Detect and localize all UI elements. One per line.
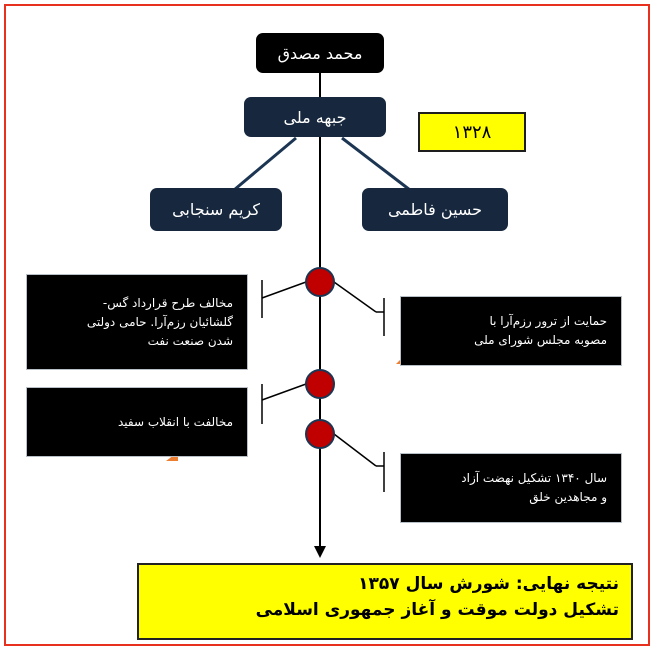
note-left-1-line-1: مخالف طرح قرارداد گس-: [102, 295, 233, 310]
node1-left-connector: [262, 282, 306, 298]
note-right-1: [400, 296, 622, 366]
node3-right-connector: [334, 434, 376, 466]
timeline-node-3: [306, 420, 334, 448]
top-node-label: محمد مصدق: [277, 43, 363, 63]
year-badge-label: ۱۳۲۸: [452, 121, 492, 143]
note-right-1-line-1: حمایت از ترور رزم‌آرا با: [489, 314, 607, 328]
note-right-1-line-2: مصوبه مجلس شورای ملی: [474, 333, 607, 347]
note-right-2-line-2: و مجاهدین خلق: [529, 490, 607, 504]
note-left-1-line-3: شدن صنعت نفت: [147, 333, 233, 348]
branch-right-line: [342, 138, 410, 190]
note-left-1-line-2: گلشائیان رزم‌آرا. حامی دولتی: [86, 314, 233, 329]
note-right-2-line-1: سال ۱۳۴۰ تشکیل نهضت آزاد: [461, 471, 607, 485]
party-node: [244, 97, 386, 137]
conclusion-line-1: نتیجه نهایی: شورش سال ۱۳۵۷: [358, 574, 619, 594]
spine-arrowhead: [314, 546, 326, 558]
left-member-label: کریم سنجابی: [172, 200, 260, 219]
right-member-label: حسین فاطمی: [387, 200, 483, 219]
right-member-node: [362, 188, 508, 231]
note-left-2: [26, 387, 248, 457]
note-left-2-line-1: مخالفت با انقلاب سفید: [117, 414, 233, 429]
party-node-label: جبهه ملی: [283, 107, 347, 127]
timeline-node-2: [306, 370, 334, 398]
timeline-node-1: [306, 268, 334, 296]
note-right-2: [400, 453, 622, 523]
branch-left-line: [234, 138, 296, 190]
note-left-1: [26, 274, 248, 370]
conclusion-box: [137, 563, 633, 640]
top-node: [256, 33, 384, 73]
node2-left-connector: [262, 384, 306, 400]
conclusion-line-2: تشکیل دولت موقت و آغاز جمهوری اسلامی: [255, 600, 619, 620]
left-member-node: [150, 188, 282, 231]
node1-right-connector: [334, 282, 376, 312]
year-badge: [418, 112, 526, 152]
